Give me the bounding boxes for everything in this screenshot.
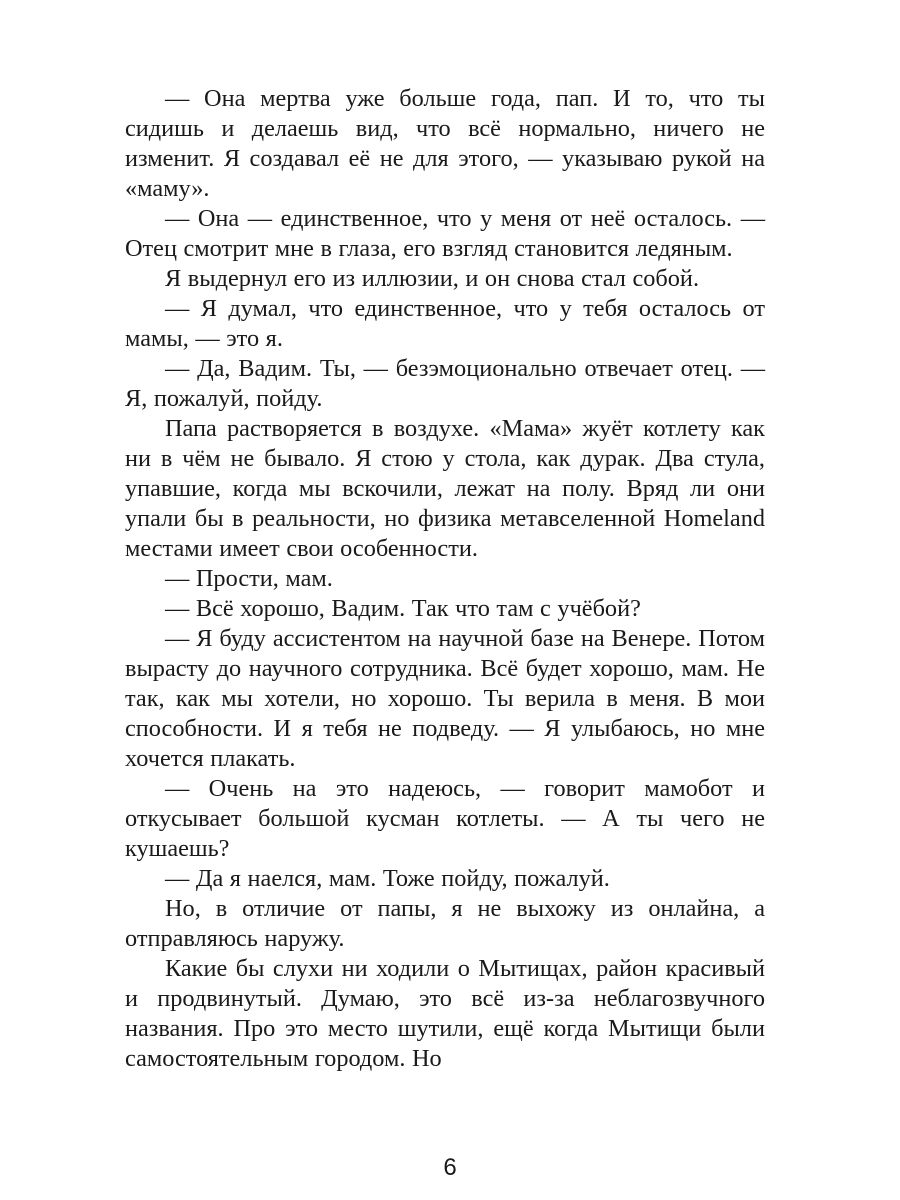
paragraph: — Всё хорошо, Вадим. Так что там с учёбой?	[165, 595, 641, 622]
paragraph: — Я думал, что единственное, что у тебя осталось от мамы, — это я.	[125, 295, 765, 352]
paragraph: — Очень на это надеюсь, — говорит мамобот и откусывает большой кусман котлеты. — А ты чего не кушаешь?	[125, 775, 765, 862]
paragraph: Папа растворяется в воздухе. «Мама» жуёт котлету как ни в чём не бывало. Я стою у стола, как дурак. Два стула, упавшие, когда мы вскочили, лежат на полу. Вряд ли они упали бы в реальности, но физика метавселенной Homeland местами имеет свои особенности.	[125, 415, 765, 562]
paragraph: — Я буду ассистентом на научной базе на Венере. Потом вырасту до научного сотрудника. Всё будет хорошо, мам. Не так, как мы хотели, но хорошо. Ты верила в меня. В мои способности. И я тебя не подведу. — Я улыбаюсь, но мне хочется плакать.	[125, 625, 765, 772]
page-body	[125, 84, 765, 1074]
paragraph: Но, в отличие от папы, я не выхожу из онлайна, а отправляюсь наружу.	[125, 895, 765, 952]
paragraph: — Да я наелся, мам. Тоже пойду, пожалуй.	[165, 865, 610, 892]
paragraph: — Она мертва уже больше года, пап. И то, что ты сидишь и делаешь вид, что всё нормально, ничего не изменит. Я создавал её не для этого, — указываю рукой на «маму».	[125, 85, 765, 202]
page-number: 6	[443, 1154, 457, 1181]
paragraph: Какие бы слухи ни ходили о Мытищах, район красивый и продвинутый. Думаю, это всё из-за неблагозвучного названия. Про это место шутили, ещё когда Мытищи были самостоятельным городом. Но	[125, 955, 765, 1072]
paragraph: — Она — единственное, что у меня от неё осталось. — Отец смотрит мне в глаза, его взгляд становится ледяным.	[125, 205, 765, 262]
paragraph: — Прости, мам.	[165, 565, 333, 592]
paragraph: Я выдернул его из иллюзии, и он снова стал собой.	[165, 265, 700, 292]
paragraph: — Да, Вадим. Ты, — безэмоционально отвечает отец. — Я, пожалуй, пойду.	[125, 355, 765, 412]
